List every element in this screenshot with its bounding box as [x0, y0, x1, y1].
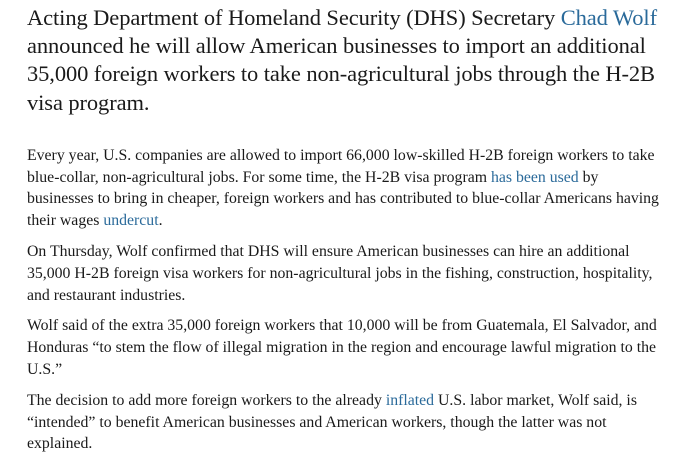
article-lede	[27, 4, 667, 117]
paragraph-thursday-announcement: On Thursday, Wolf confirmed that DHS will ensure American businesses can hire an additional 35,000 H-2B foreign visa workers for non-agricultural jobs in the fishing, construction, hospitality, and restaurant industries.	[27, 243, 653, 304]
chad-wolf-link[interactable]: Chad Wolf	[560, 5, 657, 30]
has-been-used-link[interactable]: has been used	[490, 168, 579, 186]
paragraph-labor-market-decision	[27, 390, 667, 455]
paragraph-text: The decision to add more foreign workers to the already	[27, 391, 386, 409]
lede-text-end: announced he will allow American businesses to import an additional 35,000 foreign workers to take non-agricultural jobs through the H-2B visa program.	[27, 33, 655, 115]
paragraph-h2b-overview	[27, 145, 667, 232]
paragraph-text: .	[158, 212, 163, 230]
paragraph-text: by businesses to bring in cheaper, foreign workers and has contributed to blue-collar Americans having their wages	[27, 168, 659, 230]
lede-text-start: Acting Department of Homeland Security (DHS) Secretary	[27, 5, 561, 30]
paragraph-text: U.S. labor market, Wolf said, is “intended” to benefit American businesses and American workers, though the latter was not explained.	[27, 391, 637, 453]
paragraph-text: Every year, U.S. companies are allowed to import 66,000 low-skilled H-2B foreign workers to take blue-collar, non-agricultural jobs. For some time, the H-2B visa program	[27, 146, 655, 186]
paragraph-central-america-quota: Wolf said of the extra 35,000 foreign workers that 10,000 will be from Guatemala, El Salvador, and Honduras “to stem the flow of illegal migration in the region and encourage lawful migration to the U.S.”	[27, 317, 657, 378]
inflated-link[interactable]: inflated	[385, 391, 435, 409]
article-body	[27, 4, 667, 464]
undercut-link[interactable]: undercut	[103, 212, 159, 230]
